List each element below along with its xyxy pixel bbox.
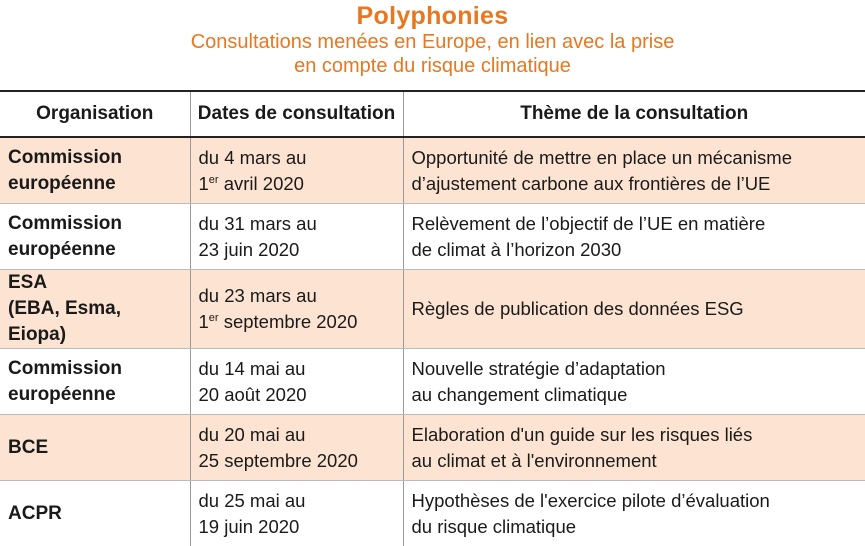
cell-theme: Hypothèses de l'exercice pilote d’évaluation du risque climatique bbox=[403, 481, 865, 546]
table-row bbox=[0, 415, 865, 481]
cell-dates bbox=[190, 270, 403, 349]
page-title: Polyphonies bbox=[0, 2, 865, 30]
cell-dates-sup: er bbox=[209, 173, 219, 185]
cell-organisation: BCE bbox=[0, 415, 190, 481]
table-row bbox=[0, 349, 865, 415]
cell-dates: du 31 mars au 23 juin 2020 bbox=[190, 204, 403, 270]
cell-dates: du 25 mai au 19 juin 2020 bbox=[190, 481, 403, 546]
cell-organisation: ESA (EBA, Esma, Eiopa) bbox=[0, 270, 190, 349]
page-subtitle-line-2: en compte du risque climatique bbox=[0, 54, 865, 78]
cell-theme: Elaboration d'un guide sur les risques liés au climat et à l'environnement bbox=[403, 415, 865, 481]
cell-dates-day: 1 bbox=[199, 173, 209, 194]
cell-organisation: Commission européenne bbox=[0, 204, 190, 270]
table-row bbox=[0, 481, 865, 546]
column-header-theme: Thème de la consultation bbox=[403, 91, 865, 137]
header bbox=[0, 0, 865, 78]
table-header-row bbox=[0, 91, 865, 137]
cell-dates: du 20 mai au 25 septembre 2020 bbox=[190, 415, 403, 481]
cell-theme: Relèvement de l’objectif de l’UE en matière de climat à l’horizon 2030 bbox=[403, 204, 865, 270]
cell-dates-rest: septembre 2020 bbox=[219, 311, 358, 332]
table-row bbox=[0, 270, 865, 349]
column-header-organisation: Organisation bbox=[0, 91, 190, 137]
cell-dates-day: 1 bbox=[199, 311, 209, 332]
cell-organisation: Commission européenne bbox=[0, 137, 190, 204]
cell-dates-line1: du 4 mars au bbox=[199, 147, 307, 168]
cell-dates: du 14 mai au 20 août 2020 bbox=[190, 349, 403, 415]
cell-dates-line1: du 23 mars au bbox=[199, 285, 317, 306]
cell-theme: Règles de publication des données ESG bbox=[403, 270, 865, 349]
cell-theme: Nouvelle stratégie d’adaptation au changement climatique bbox=[403, 349, 865, 415]
column-header-dates: Dates de consultation bbox=[190, 91, 403, 137]
cell-dates bbox=[190, 137, 403, 204]
page-subtitle-line-1: Consultations menées en Europe, en lien avec la prise bbox=[0, 30, 865, 54]
cell-organisation: Commission européenne bbox=[0, 349, 190, 415]
table-row bbox=[0, 137, 865, 204]
cell-organisation: ACPR bbox=[0, 481, 190, 546]
table-row bbox=[0, 204, 865, 270]
cell-dates-rest: avril 2020 bbox=[219, 173, 304, 194]
cell-theme: Opportunité de mettre en place un mécanisme d’ajustement carbone aux frontières de l’UE bbox=[403, 137, 865, 204]
consultations-table bbox=[0, 90, 865, 546]
cell-dates-sup: er bbox=[209, 312, 219, 324]
